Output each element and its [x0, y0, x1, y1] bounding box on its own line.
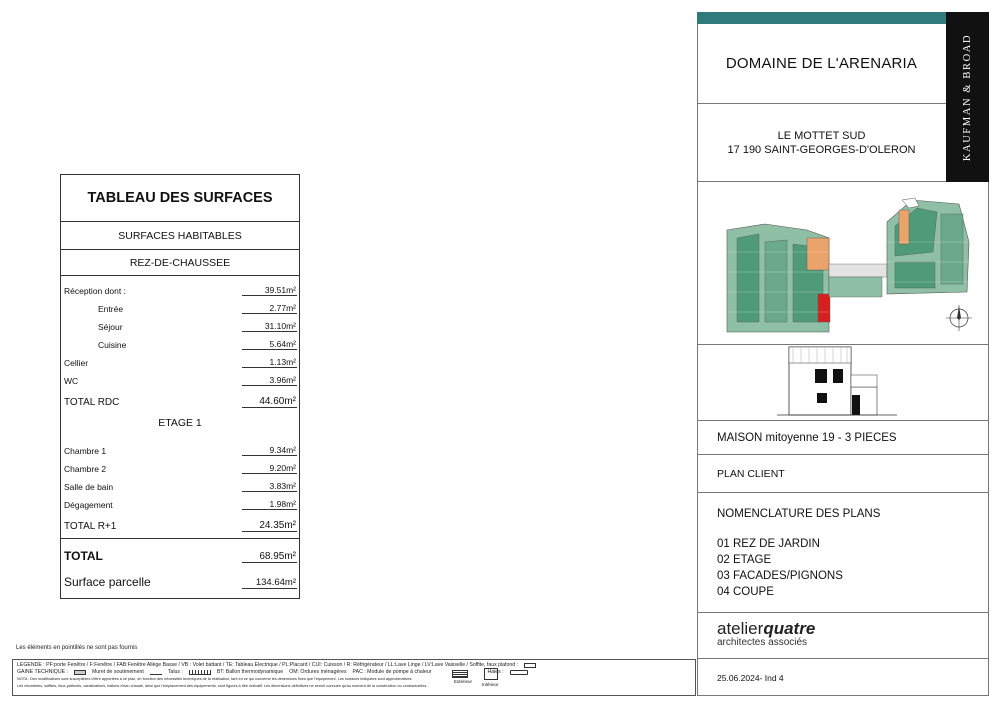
room-area: 5.64m² — [242, 339, 297, 350]
surface-row — [61, 350, 299, 368]
legend-box — [12, 659, 696, 696]
surfaces-title: TABLEAU DES SURFACES — [61, 175, 299, 222]
interior-symbol-icon — [484, 668, 498, 680]
highlighted-lot — [818, 294, 830, 322]
total-rdc-row — [61, 386, 299, 408]
total-row — [61, 539, 299, 563]
surface-row — [61, 314, 299, 332]
gaine-symbol-icon — [74, 670, 86, 675]
room-label: Réception dont : — [64, 286, 126, 296]
level-etage-label: ETAGE 1 — [158, 417, 202, 429]
total-label: TOTAL — [64, 549, 103, 563]
total-value: 68.95m² — [242, 551, 297, 563]
total-r1-row — [61, 510, 299, 532]
legend-note-1 — [17, 676, 691, 683]
brand-logo — [946, 12, 989, 182]
parcel-row — [61, 563, 299, 589]
accent-bar — [697, 12, 946, 24]
room-label: Dégagement — [64, 500, 113, 510]
room-label: Cellier — [64, 358, 89, 368]
room-area: 39.51m² — [242, 285, 297, 296]
architect-name — [717, 620, 989, 637]
brand-text: KAUFMAN & BROAD — [962, 33, 974, 161]
room-area: 31.10m² — [242, 321, 297, 332]
legend-line-1 — [17, 662, 691, 669]
surface-row — [61, 332, 299, 350]
facade-cell — [697, 345, 989, 421]
room-label: Séjour — [98, 322, 123, 332]
room-label: Chambre 2 — [64, 464, 107, 474]
surface-row — [61, 296, 299, 314]
nomenclature-title: NOMENCLATURE DES PLANS — [717, 508, 881, 520]
address-line-1: LE MOTTET SUD — [777, 129, 866, 142]
room-label: Chambre 1 — [64, 446, 107, 456]
total-rdc-label: TOTAL RDC — [64, 397, 120, 408]
exterior-symbol-icon — [452, 670, 468, 678]
surface-row — [61, 438, 299, 456]
legend-pac: PAC : Module de pompe à chaleur — [352, 669, 432, 675]
plans-nomenclature — [697, 493, 989, 613]
dotted-elements-note: Les éléments en pointillés ne sont pas fournis — [16, 645, 138, 651]
surface-row — [61, 456, 299, 474]
nomenclature-item: 03 FACADES/PIGNONS — [717, 570, 843, 582]
legend-note-2 — [17, 683, 691, 690]
compass-icon — [946, 305, 972, 331]
nomenclature-item: 01 REZ DE JARDIN — [717, 538, 820, 550]
talus-symbol-icon — [189, 670, 211, 675]
legend-note-text: Les retombées, soffites, faux-plafonds, canalisations, ballons d'eau chaude, ainsi que l'emplacement des équipements, sont figurés à titre indicatif. Les dimensions définitives ne seront connues qu'au moment de la construction ou contractuelles. — [17, 684, 428, 688]
legend-text: LEGENDE : PF:porte Fenêtre / F:Fenêtre / FAB:Fenêtre Allège Basse / VB : Volet battant / TE: Tableau Electrique / PL:Placard / CUI: Cuisson / R: Réfrigérateur / LL:Lave Linge / LV:Lave Vaisselle / Soffite, faux plafond : — [17, 662, 519, 668]
total-r1-label: TOTAL R+1 — [64, 521, 117, 532]
room-area: 2.77m² — [242, 303, 297, 314]
legend-om: OM: Ordures ménagères — [289, 669, 347, 675]
facade-drawing — [697, 345, 989, 421]
nomenclature-item: 04 COUPE — [717, 586, 774, 598]
surface-row — [61, 474, 299, 492]
parcel-value: 134.64m² — [242, 577, 297, 589]
room-area: 9.34m² — [242, 445, 297, 456]
level-rdc-label: REZ-DE-CHAUSSEE — [61, 250, 299, 276]
room-label: Cuisine — [98, 340, 127, 350]
surface-row — [61, 368, 299, 386]
legend-bt: BT: Ballon thermodynamique — [216, 669, 284, 675]
architect-logo — [697, 613, 989, 659]
architect-name-light: atelier — [717, 619, 764, 638]
muret-symbol-icon — [150, 670, 162, 675]
architect-subtitle: architectes associés — [717, 637, 808, 648]
surface-row — [61, 278, 299, 296]
room-area: 1.98m² — [242, 499, 297, 510]
legend-gaine: GAINE TECHNIQUE : — [17, 669, 68, 675]
legend-haies: Haies : — [487, 669, 504, 675]
architect-name-bold: quatre — [763, 619, 816, 638]
exterior-label: Extérieur — [454, 679, 473, 684]
etage-rows — [61, 438, 299, 532]
project-name: DOMAINE DE L'ARENARIA — [697, 24, 946, 104]
room-area: 3.96m² — [242, 375, 297, 386]
surfaces-table — [60, 174, 300, 599]
room-area: 9.20m² — [242, 463, 297, 474]
legend-muret: Muret de soutènement — [91, 669, 144, 675]
interior-label: Intérieur — [482, 682, 499, 687]
soffite-symbol-icon — [524, 663, 536, 668]
rdc-rows — [61, 276, 299, 408]
legend-talus: Talus : — [167, 669, 183, 675]
room-area: 1.13m² — [242, 357, 297, 368]
room-area: 3.83m² — [242, 481, 297, 492]
surfaces-subtitle: SURFACES HABITABLES — [61, 222, 299, 250]
parcel-label: Surface parcelle — [64, 575, 151, 589]
room-label: WC — [64, 376, 79, 386]
address-line-2: 17 190 SAINT-GEORGES-D'OLERON — [727, 143, 916, 156]
room-label: Salle de bain — [64, 482, 114, 492]
room-label: Entrée — [98, 304, 124, 314]
total-rdc-value: 44.60m² — [242, 396, 297, 408]
site-plan-cell — [697, 182, 989, 345]
total-r1-value: 24.35m² — [242, 520, 297, 532]
project-address — [697, 104, 946, 182]
revision-date: 25.06.2024- Ind 4 — [717, 672, 784, 683]
legend-note-text: NOTA : Des modifications sont susceptibles d'être apportées à ce plan, en fonction des nécessités techniques de la réalisation, tant en ce qui concerne les dimensions fixes que l'équipement. Les surfaces indiquées sont approximatives. — [17, 677, 413, 681]
haies-symbol-icon — [510, 670, 528, 675]
surface-row — [61, 492, 299, 510]
site-plan-map — [697, 182, 989, 345]
plan-type: PLAN CLIENT — [697, 455, 989, 493]
house-type: MAISON mitoyenne 19 - 3 PIECES — [697, 421, 989, 455]
nomenclature-item: 02 ETAGE — [717, 554, 772, 566]
legend-line-2 — [17, 669, 691, 676]
